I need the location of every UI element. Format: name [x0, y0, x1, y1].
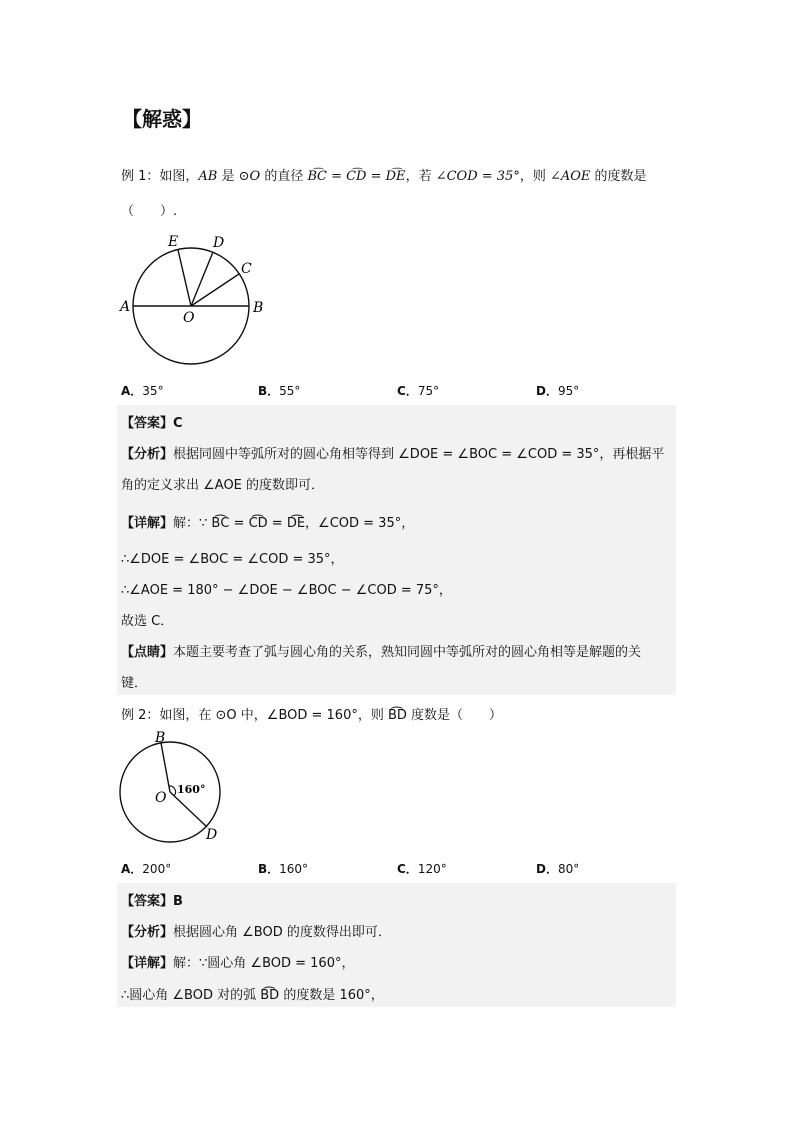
example-1-analysis-line-2: 角的定义求出 ∠AOE 的度数即可． — [121, 478, 325, 493]
ex2-option-b: B．160° — [258, 862, 309, 876]
option-c: C．75° — [397, 384, 440, 398]
example-1-detail-line-3: ∴∠AOE = 180° − ∠DOE − ∠BOC − ∠COD = 75°， — [121, 583, 452, 598]
option-b: B．55° — [258, 384, 301, 398]
label-b2: B — [155, 730, 166, 746]
figure-2-circle-diagram — [115, 728, 230, 848]
example-1-paren: （ ）. — [121, 204, 178, 219]
example-2-answer: 【答案】B — [121, 894, 183, 909]
example-1-question: 例 1：如图，AB 是 ⊙O 的直径 B͡C = C͡D = D͡E，若 ∠COD = 35°，则 ∠AOE 的度数是 — [121, 169, 647, 184]
angle-label-160: 160° — [177, 783, 206, 796]
radius-od2 — [170, 792, 207, 827]
label-a: A — [120, 299, 131, 315]
radius-oe — [178, 250, 191, 306]
label-o: O — [183, 310, 195, 326]
example-1-detail-line-2: ∴∠DOE = ∠BOC = ∠COD = 35°， — [121, 552, 344, 567]
option-a: A．35° — [121, 384, 164, 398]
figure-1-circle-diagram — [115, 230, 275, 375]
example-2-detail-line-2: ∴圆心角 ∠BOD 对的弧 B͡D 的度数是 160°， — [121, 988, 384, 1003]
example-1-comment-line-1: 【点睛】本题主要考查了弧与圆心角的关系，熟知同圆中等弧所对的圆心角相等是解题的关 — [121, 645, 642, 660]
example-1-analysis-line-1: 【分析】根据同圆中等弧所对的圆心角相等得到 ∠DOE = ∠BOC = ∠COD = 35°，再根据平 — [121, 447, 665, 462]
section-heading: 【解惑】 — [122, 107, 202, 131]
label-c: C — [241, 261, 252, 277]
example-1-detail-line-4: 故选 C． — [121, 614, 174, 629]
label-o2: O — [155, 790, 167, 806]
radius-ob — [161, 743, 170, 792]
ex2-option-c: C．120° — [397, 862, 447, 876]
example-1-detail-line-1: 【详解】解：∵ B͡C = C͡D = D͡E，∠COD = 35°， — [121, 516, 415, 531]
label-e: E — [168, 234, 179, 250]
example-1-comment-line-2: 键． — [121, 676, 148, 691]
label-d2: D — [206, 827, 218, 843]
label-d: D — [213, 235, 225, 251]
example-2-detail-line-1: 【详解】解：∵圆心角 ∠BOD = 160°， — [121, 956, 355, 971]
ex2-option-d: D．80° — [536, 862, 580, 876]
label-b: B — [253, 300, 264, 316]
ex2-option-a: A．200° — [121, 862, 172, 876]
example-2-question: 例 2：如图，在 ⊙O 中，∠BOD = 160°，则 B͡D 度数是（ ） — [121, 708, 503, 723]
example-1-answer: 【答案】C — [121, 416, 183, 431]
example-2-analysis: 【分析】根据圆心角 ∠BOD 的度数得出即可． — [121, 925, 391, 940]
option-d: D．95° — [536, 384, 580, 398]
